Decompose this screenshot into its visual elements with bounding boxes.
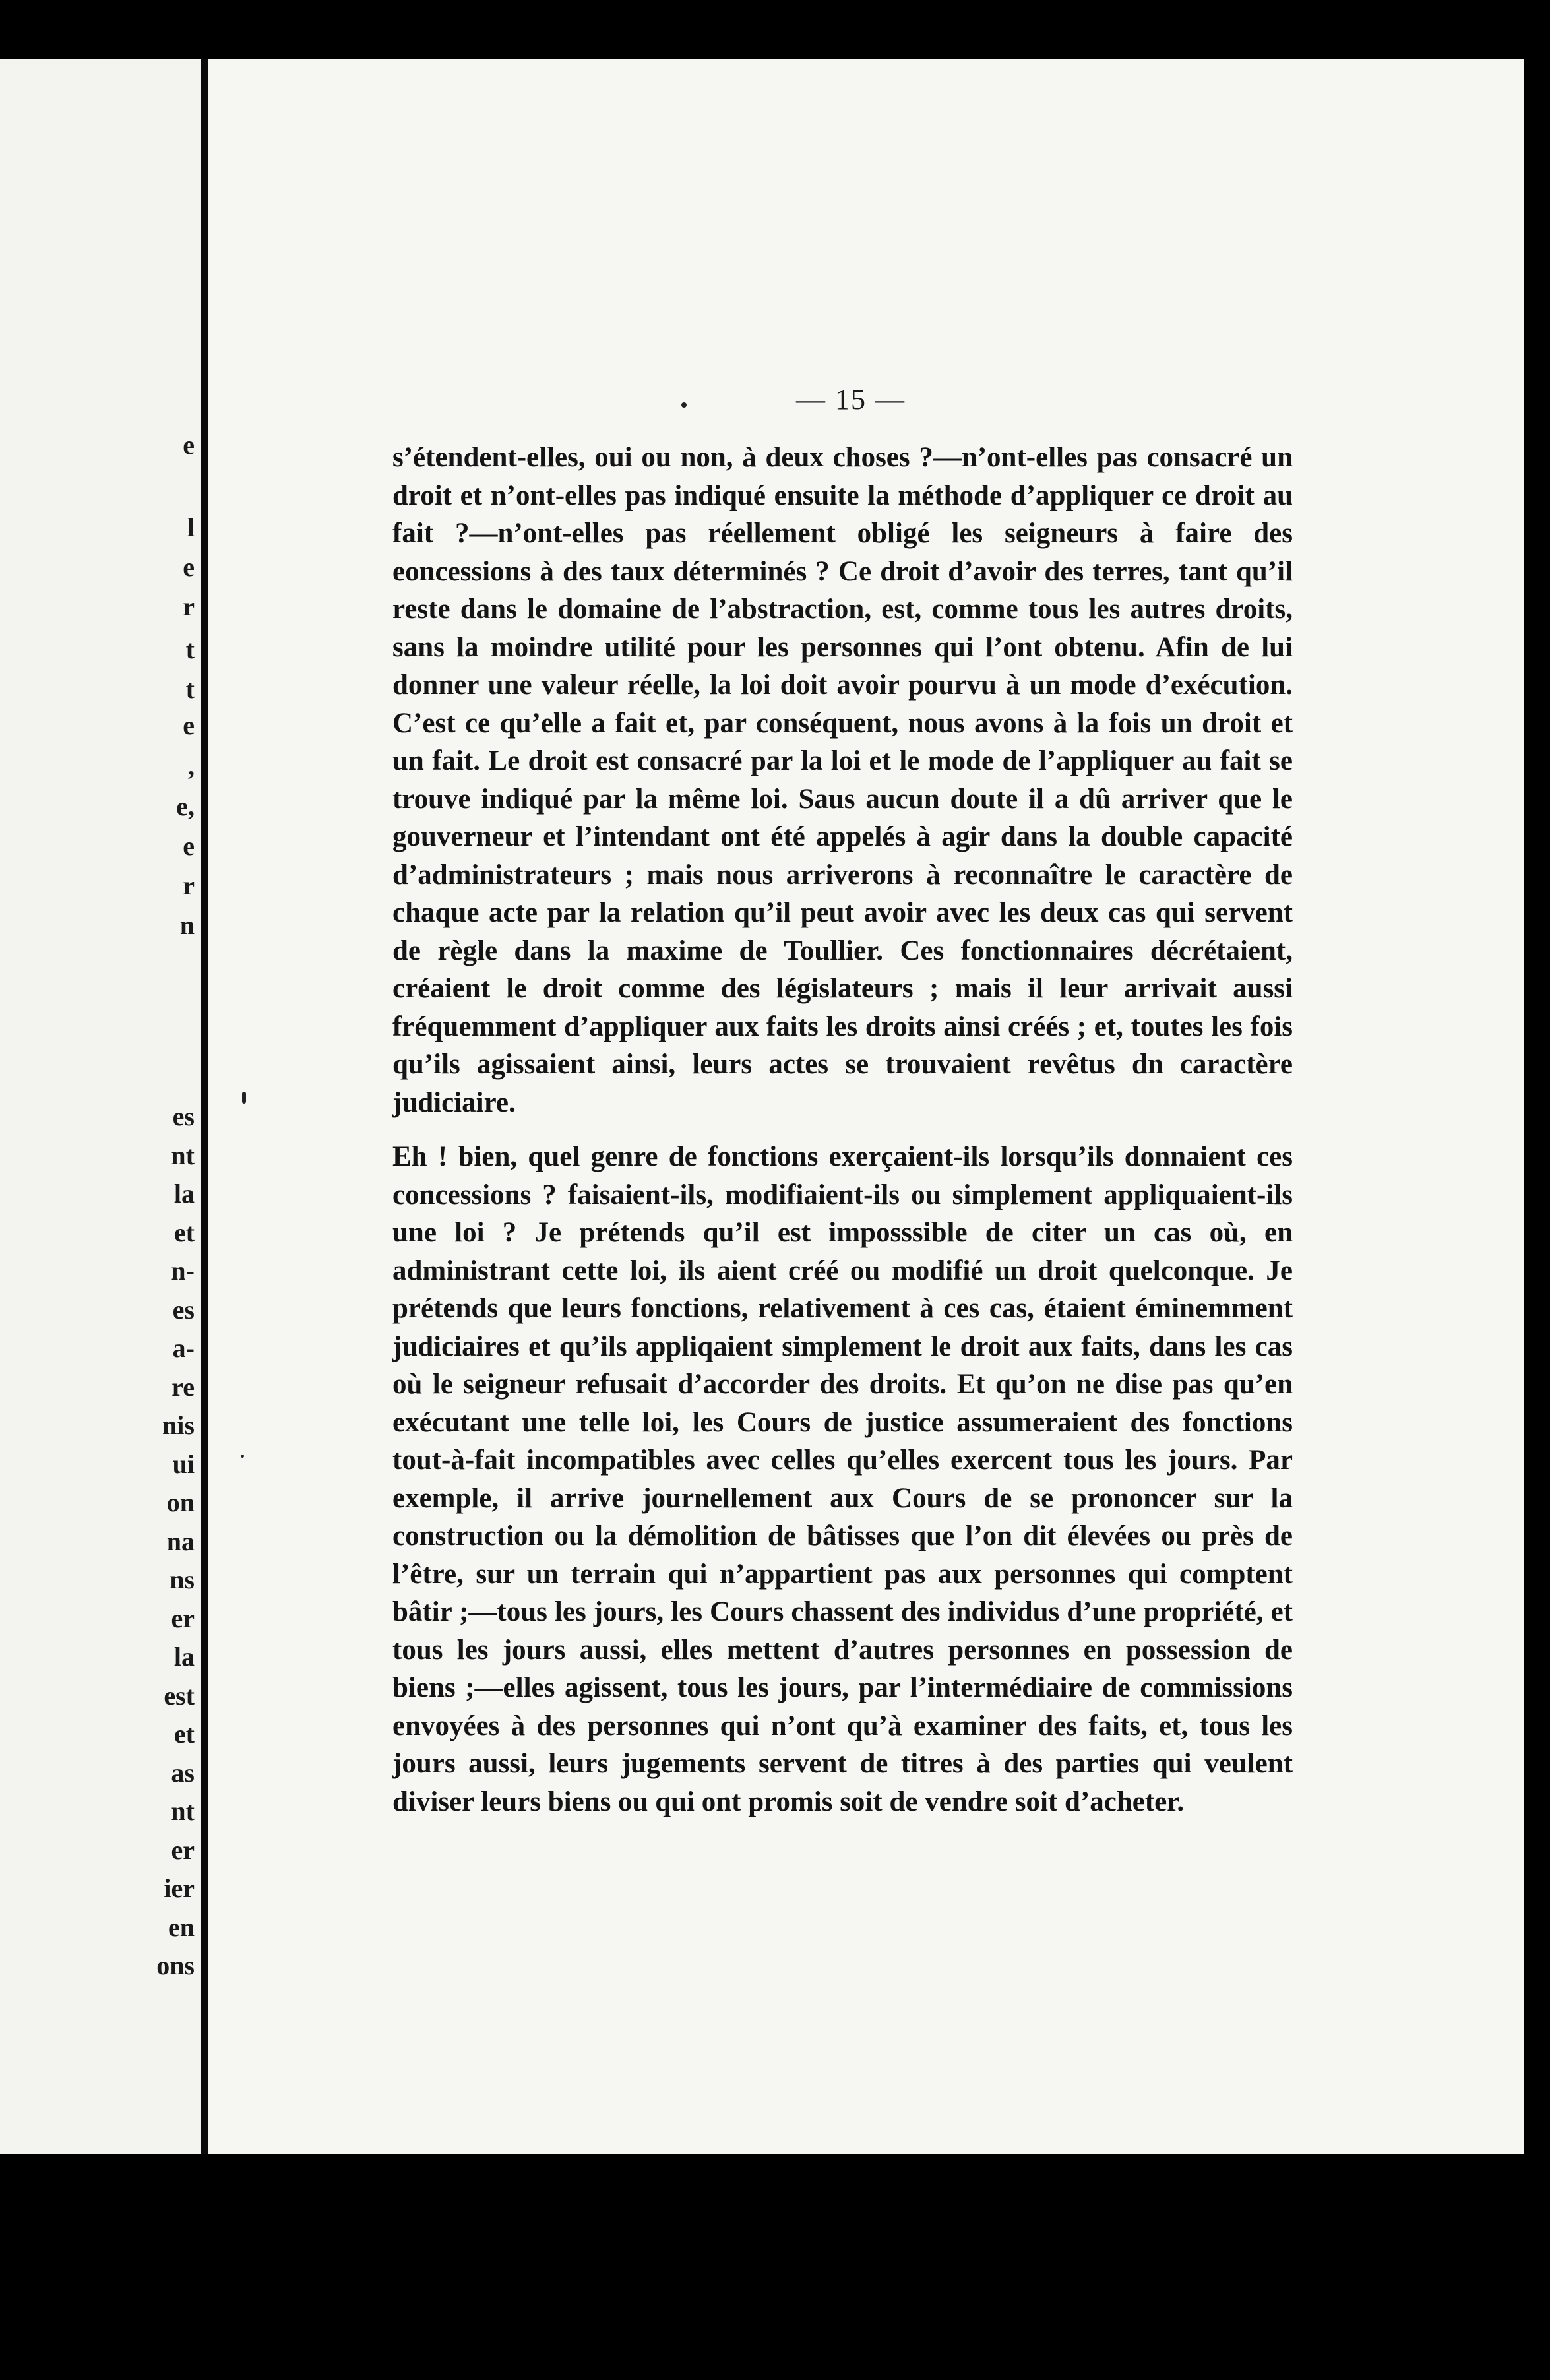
left-fragment: ier [164, 1873, 195, 1903]
left-fragment: a- [172, 1333, 195, 1363]
left-fragment: t [185, 635, 195, 664]
left-fragment: nis [162, 1410, 195, 1440]
right-page [208, 59, 1524, 2154]
body-text [392, 439, 1293, 1821]
left-fragment: na [166, 1526, 195, 1556]
left-fragment: as [171, 1757, 195, 1788]
left-fragment: en [168, 1912, 195, 1942]
left-fragment: er [171, 1603, 195, 1633]
left-fragment: r [183, 871, 195, 900]
left-fragment: e, [176, 792, 195, 821]
book-gutter [201, 59, 208, 2154]
left-fragment: et [173, 1719, 195, 1749]
paragraph-2: Eh ! bien, quel genre de fonctions exerçaient-ils lorsqu’ils donnaient ces concessions ? faisaient-ils, modifiaient-ils ou simplement appliquaient-ils une loi ? Je prétends qu’il est imposssible de citer un cas où, en administrant cette loi, ils aient créé ou modifié un droit quelconque. Je prétends que leurs fonctions, relativement à ces cas, étaient éminemment judiciaires et qu’ils appliqaient simplement le droit aux faits, dans les cas où le seigneur refusait d’accorder des droits. Et qu’on ne dise pas qu’en exécutant une telle loi, les Cours de justice assumeraient des fonctions tout-à-fait incompatibles avec celles qu’elles exercent tous les jours. Par exemple, il arrive journellement aux Cours de se prononcer sur la construction ou la démolition de bâtisses que l’on dit élevées ou près de l’être, sur un terrain qui n’appartient pas aux personnes qui comptent bâtir ;—tous les jours, les Cours chassent des individus d’une propriété, et tous les jours aussi, elles mettent d’autres personnes en possession de biens ;—elles agissent, tous les jours, par l’intermédiaire de commissions envoyées à des personnes qui n’ont qu’à examiner des faits, et, tous les jours aussi, leurs jugements servent de titres à des parties qui veulent diviser leurs biens ou qui ont promis soit de vendre soit d’acheter. [392, 1141, 1293, 1817]
left-fragment: la [173, 1179, 195, 1208]
left-fragment: re [171, 1371, 195, 1402]
ink-speck [681, 402, 687, 408]
left-fragment: , [188, 751, 195, 781]
left-fragment: ui [172, 1449, 195, 1479]
left-fragment: r [183, 592, 195, 621]
left-fragment: l [187, 513, 195, 542]
paragraph-1: s’étendent-elles, oui ou non, à deux choses ?—n’ont-elles pas consacré un droit et n’ont-elles pas indiqué ensuite la méthode d’appliquer ce droit au fait ?—n’ont-elles pas réellement obligé les seigneurs à faire des eoncessions à des taux déterminés ? Ce droit d’avoir des terres, tant qu’il reste dans le domaine de l’abstraction, est, comme tous les autres droits, sans la moindre utilité pour les personnes qui l’ont obtenu. Afin de lui donner une valeur réelle, la loi doit avoir pourvu à un mode d’exécution. C’est ce qu’elle a fait et, par conséquent, nous avons à la fois un droit et un fait. Le droit est consacré par la loi et le mode de l’appliquer au fait se trouve indiqué par la même loi. Saus aucun doute il a dû arriver que le gouverneur et l’intendant ont été appelés à agir dans la double capacité d’administrateurs ; mais nous arriverons à reconnaître le caractère de chaque acte par la relation qu’il peut avoir avec les deux cas qui servent de règle dans la maxime de Toullier. Ces fonctionnaires décrétaient, créaient le droit comme des législateurs ; mais il leur arrivait aussi fréquemment d’appliquer aux faits les droits ainsi créés ; et, toutes les fois qu’ils agissaient ainsi, leurs actes se trouvaient revêtus dn caractère judiciaire. [392, 442, 1293, 1118]
left-fragment: e [183, 710, 195, 740]
margin-mark [242, 1092, 246, 1104]
left-fragment: es [172, 1102, 195, 1131]
left-fragment: ons [156, 1951, 195, 1980]
left-fragment: e [183, 552, 195, 582]
left-fragment: nt [171, 1796, 195, 1826]
left-fragment: nt [171, 1140, 195, 1170]
ink-speck [241, 1455, 244, 1458]
scan-border [0, 2154, 1550, 2380]
page-number: — 15 — [796, 383, 906, 416]
left-fragment: t [185, 674, 195, 704]
left-fragment: er [171, 1834, 195, 1865]
left-fragment: n [179, 910, 195, 940]
left-page [0, 59, 201, 2154]
left-fragment: e [183, 430, 195, 460]
left-fragment: est [164, 1680, 195, 1710]
left-fragment: et [173, 1217, 195, 1247]
left-fragment: la [173, 1642, 195, 1672]
left-fragment: e [183, 831, 195, 861]
left-fragment: es [172, 1294, 195, 1325]
left-fragment: ns [170, 1565, 195, 1594]
left-fragment: n- [171, 1256, 195, 1286]
left-fragment: on [166, 1488, 195, 1517]
